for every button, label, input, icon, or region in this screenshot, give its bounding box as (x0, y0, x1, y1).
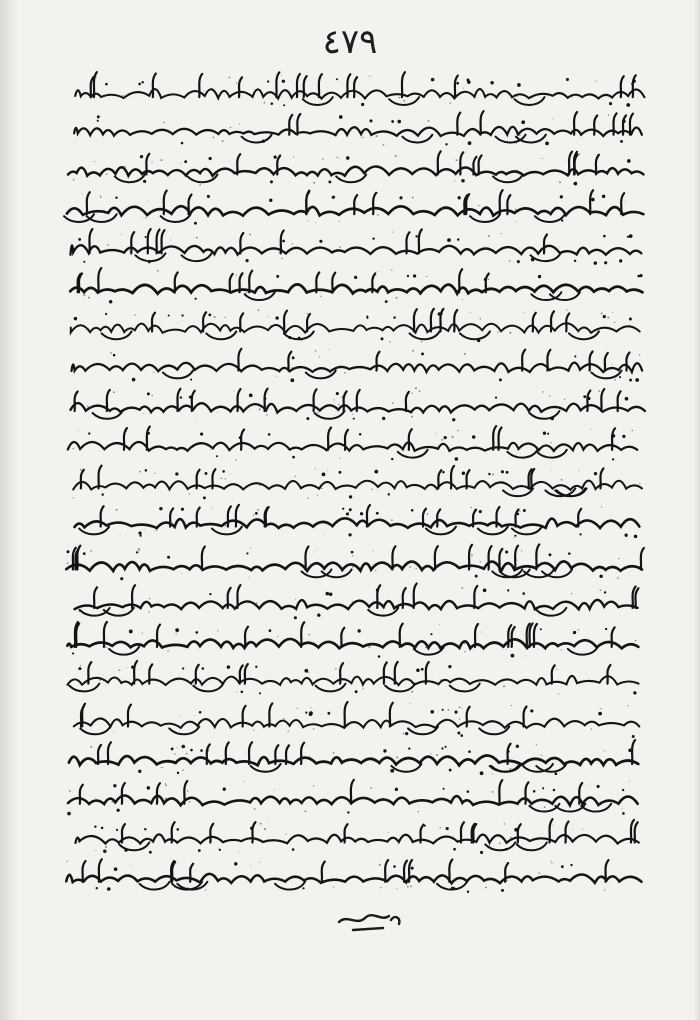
manuscript-line (62, 188, 647, 227)
manuscript-line (62, 149, 647, 188)
handwriting-ink (62, 149, 647, 188)
manuscript-line (62, 227, 647, 266)
handwriting-ink (62, 345, 647, 384)
folio-number: ٤٧٩ (322, 22, 378, 62)
manuscript-line (62, 659, 647, 698)
handwriting-ink (62, 70, 647, 109)
manuscript-line (62, 817, 647, 856)
handwriting-ink (62, 384, 647, 423)
manuscript-line (62, 581, 647, 620)
manuscript-line (62, 620, 647, 659)
handwriting-ink (62, 424, 647, 463)
handwritten-text-block (62, 70, 647, 910)
manuscript-line (62, 542, 647, 581)
manuscript-line (62, 424, 647, 463)
handwriting-ink (62, 856, 647, 895)
manuscript-line (62, 463, 647, 502)
manuscript-line (62, 109, 647, 148)
page-edge-shadow (694, 0, 700, 1020)
manuscript-line (62, 306, 647, 345)
manuscript-line (62, 699, 647, 738)
manuscript-line (62, 345, 647, 384)
handwriting-ink (62, 738, 647, 777)
catchword-ink (335, 900, 405, 934)
handwriting-ink (62, 109, 647, 148)
handwriting-ink (62, 542, 647, 581)
handwriting-ink (62, 463, 647, 502)
manuscript-line (62, 384, 647, 423)
binding-gutter-shadow (0, 0, 18, 1020)
handwriting-ink (62, 306, 647, 345)
handwriting-ink (62, 266, 647, 305)
handwriting-ink (62, 581, 647, 620)
manuscript-line (62, 266, 647, 305)
handwriting-ink (62, 502, 647, 541)
handwriting-ink (62, 699, 647, 738)
manuscript-line (62, 70, 647, 109)
manuscript-line (62, 856, 647, 895)
manuscript-line (62, 777, 647, 816)
handwriting-ink (62, 777, 647, 816)
handwriting-ink (62, 620, 647, 659)
handwriting-ink (62, 659, 647, 698)
handwriting-ink (62, 188, 647, 227)
handwriting-ink (62, 227, 647, 266)
manuscript-line (62, 502, 647, 541)
manuscript-line (62, 738, 647, 777)
handwriting-ink (62, 817, 647, 856)
